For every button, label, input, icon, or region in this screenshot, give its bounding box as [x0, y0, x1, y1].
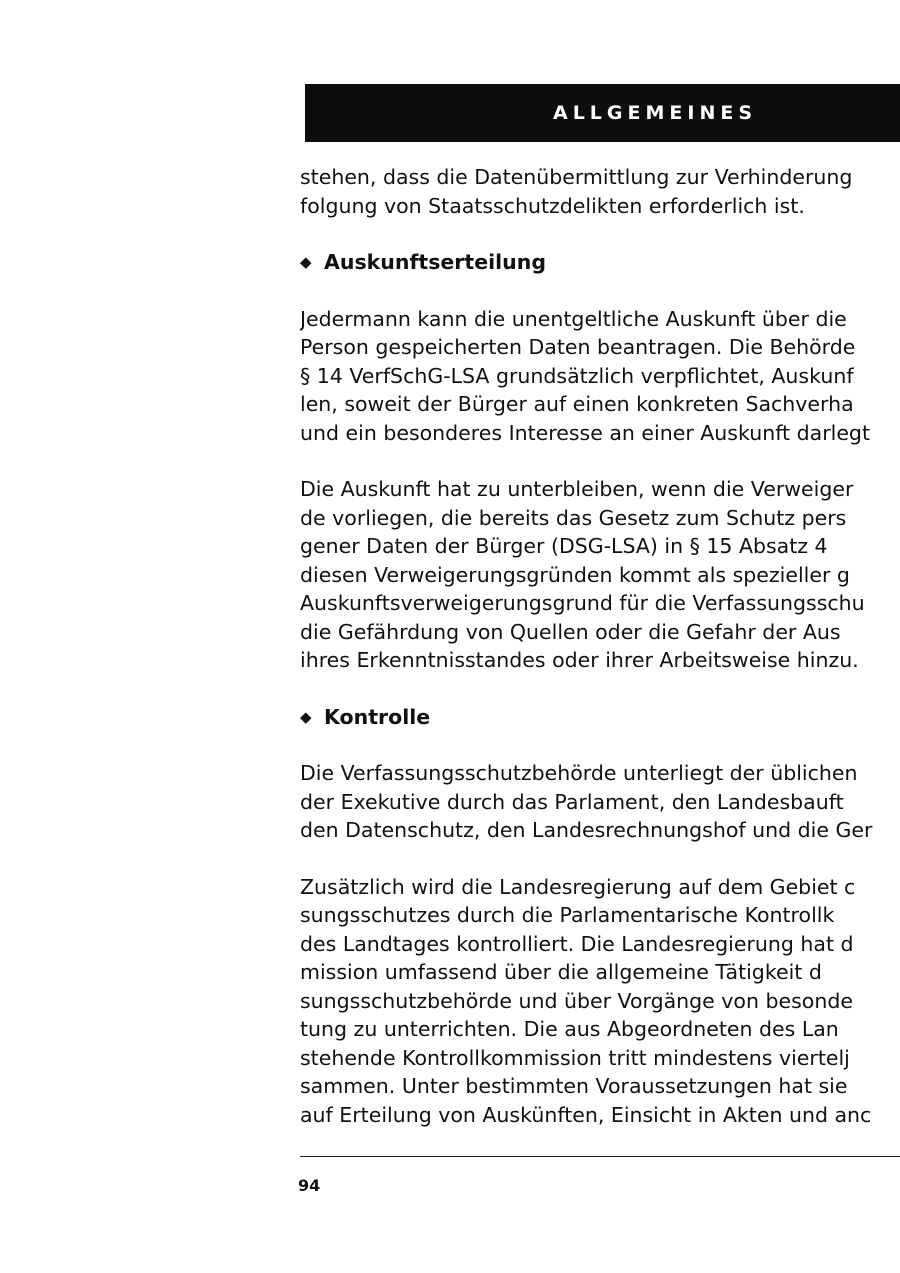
page-body: [300, 163, 900, 1129]
text-line: Die Verfassungsschutzbehörde unterliegt der üblichen: [300, 761, 858, 785]
text-line: de vorliegen, die bereits das Gesetz zum Schutz pers: [300, 505, 847, 530]
text-line: § 14 VerfSchG-LSA grundsätzlich verpflichtet, Auskunf: [300, 363, 854, 388]
text-line: sungsschutzes durch die Parlamentarische Kontrollk: [300, 903, 835, 927]
section-heading-kontrolle: [300, 703, 900, 732]
text-line: diesen Verweigerungsgründen kommt als spezieller g: [300, 562, 850, 587]
text-line: Die Auskunft hat zu unterbleiben, wenn die Verweiger: [300, 477, 854, 501]
text-line: sungsschutzbehörde und über Vorgänge von besonde: [300, 988, 853, 1013]
text-line: und ein besonderes Interesse an einer Auskunft darlegt: [300, 420, 870, 445]
text-line: Zusätzlich wird die Landesregierung auf dem Gebiet c: [300, 874, 856, 899]
heading-label: Auskunftserteilung: [324, 250, 547, 274]
section-header-bar: [305, 84, 900, 142]
section-heading-auskunftserteilung: [300, 248, 900, 277]
text-line: gener Daten der Bürger (DSG-LSA) in § 15 Absatz 4: [300, 534, 828, 558]
paragraph: [300, 759, 900, 845]
text-line: die Gefährdung von Quellen oder die Gefahr der Aus: [300, 619, 841, 644]
text-line: des Landtages kontrolliert. Die Landesregierung hat d: [300, 931, 854, 956]
page-number: 94: [298, 1176, 321, 1195]
intro-paragraph: [300, 163, 900, 220]
paragraph: [300, 475, 900, 675]
text-line: Jedermann kann die unentgeltliche Auskunft über die: [300, 306, 847, 331]
text-line: den Datenschutz, den Landesrechnungshof und die Ger: [300, 818, 873, 842]
section-title: ALLGEMEINES: [553, 102, 758, 124]
text-line: sammen. Unter bestimmten Voraussetzungen hat sie: [300, 1074, 848, 1098]
text-line: ihres Erkenntnisstandes oder ihrer Arbeitsweise hinzu.: [300, 648, 859, 672]
text-line: Person gespeicherten Daten beantragen. Die Behörde: [300, 335, 856, 359]
diamond-icon: ◆: [300, 253, 312, 271]
text-line: auf Erteilung von Auskünften, Einsicht in Akten und anc: [300, 1102, 872, 1127]
text-line: der Exekutive durch das Parlament, den Landesbauft: [300, 789, 844, 814]
text-line: tung zu unterrichten. Die aus Abgeordneten des Lan: [300, 1017, 839, 1041]
footer-rule: [300, 1156, 900, 1157]
paragraph: [300, 873, 900, 1130]
text-line: stehen, dass die Datenübermittlung zur Verhinderung: [300, 165, 853, 189]
diamond-icon: ◆: [300, 707, 312, 726]
text-line: folgung von Staatsschutzdelikten erforderlich ist.: [300, 193, 805, 218]
heading-label: Kontrolle: [324, 704, 431, 729]
text-line: stehende Kontrollkommission tritt mindestens viertelj: [300, 1045, 850, 1070]
text-line: mission umfassend über die allgemeine Tätigkeit d: [300, 960, 822, 984]
text-line: len, soweit der Bürger auf einen konkreten Sachverha: [300, 392, 854, 416]
text-line: Auskunftsverweigerungsgrund für die Verfassungsschu: [300, 591, 865, 615]
paragraph: [300, 305, 900, 448]
